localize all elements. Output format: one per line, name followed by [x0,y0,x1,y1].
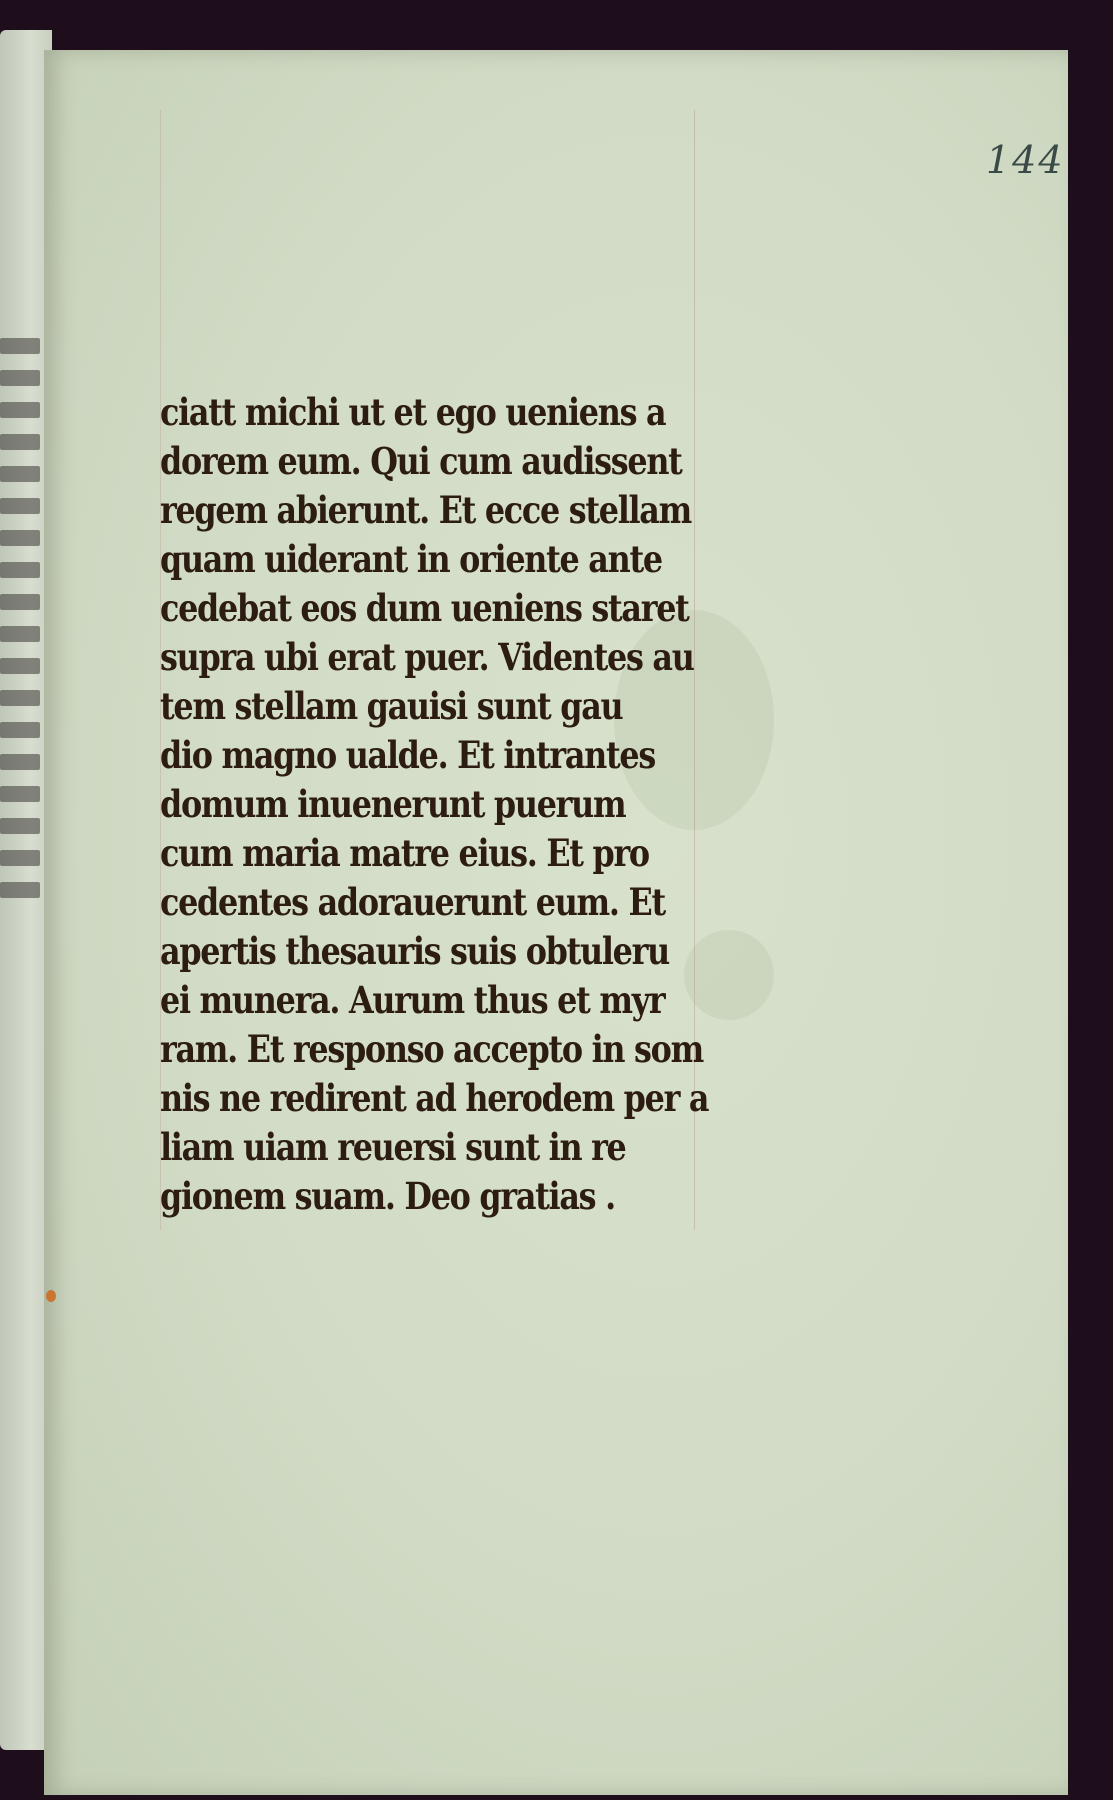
text-column [160,388,720,1221]
bleed-through-text [0,330,40,914]
margin-stain [46,1290,56,1302]
text-line: supra ubi erat puer. Videntes au [160,635,694,679]
text-line: cedebat eos dum ueniens staret [160,586,689,630]
text-line: regem abierunt. Et ecce stellam [160,488,692,532]
text-line: dorem eum. Qui cum audissent [160,439,682,483]
text-line: domum inuenerunt puerum [160,782,626,826]
folio-number: 144 [986,138,1065,182]
text-line: dio magno ualde. Et intrantes [160,733,656,777]
text-line: gionem suam. Deo gratias . [160,1174,615,1218]
text-line: quam uiderant in oriente ante [160,537,662,581]
text-line: tem stellam gauisi sunt gau [160,684,623,728]
text-line: apertis thesauris suis obtuleru [160,929,669,973]
text-line: ei munera. Aurum thus et myr [160,978,665,1022]
text-line: ciatt michi ut et ego ueniens a [160,390,666,434]
text-line: ram. Et responso accepto in som [160,1027,703,1071]
text-line: liam uiam reuersi sunt in re [160,1125,626,1169]
text-line: cum maria matre eius. Et pro [160,831,649,875]
text-line: nis ne redirent ad herodem per a [160,1076,709,1120]
text-line: cedentes adorauerunt eum. Et [160,880,665,924]
manuscript-page [44,50,1068,1795]
